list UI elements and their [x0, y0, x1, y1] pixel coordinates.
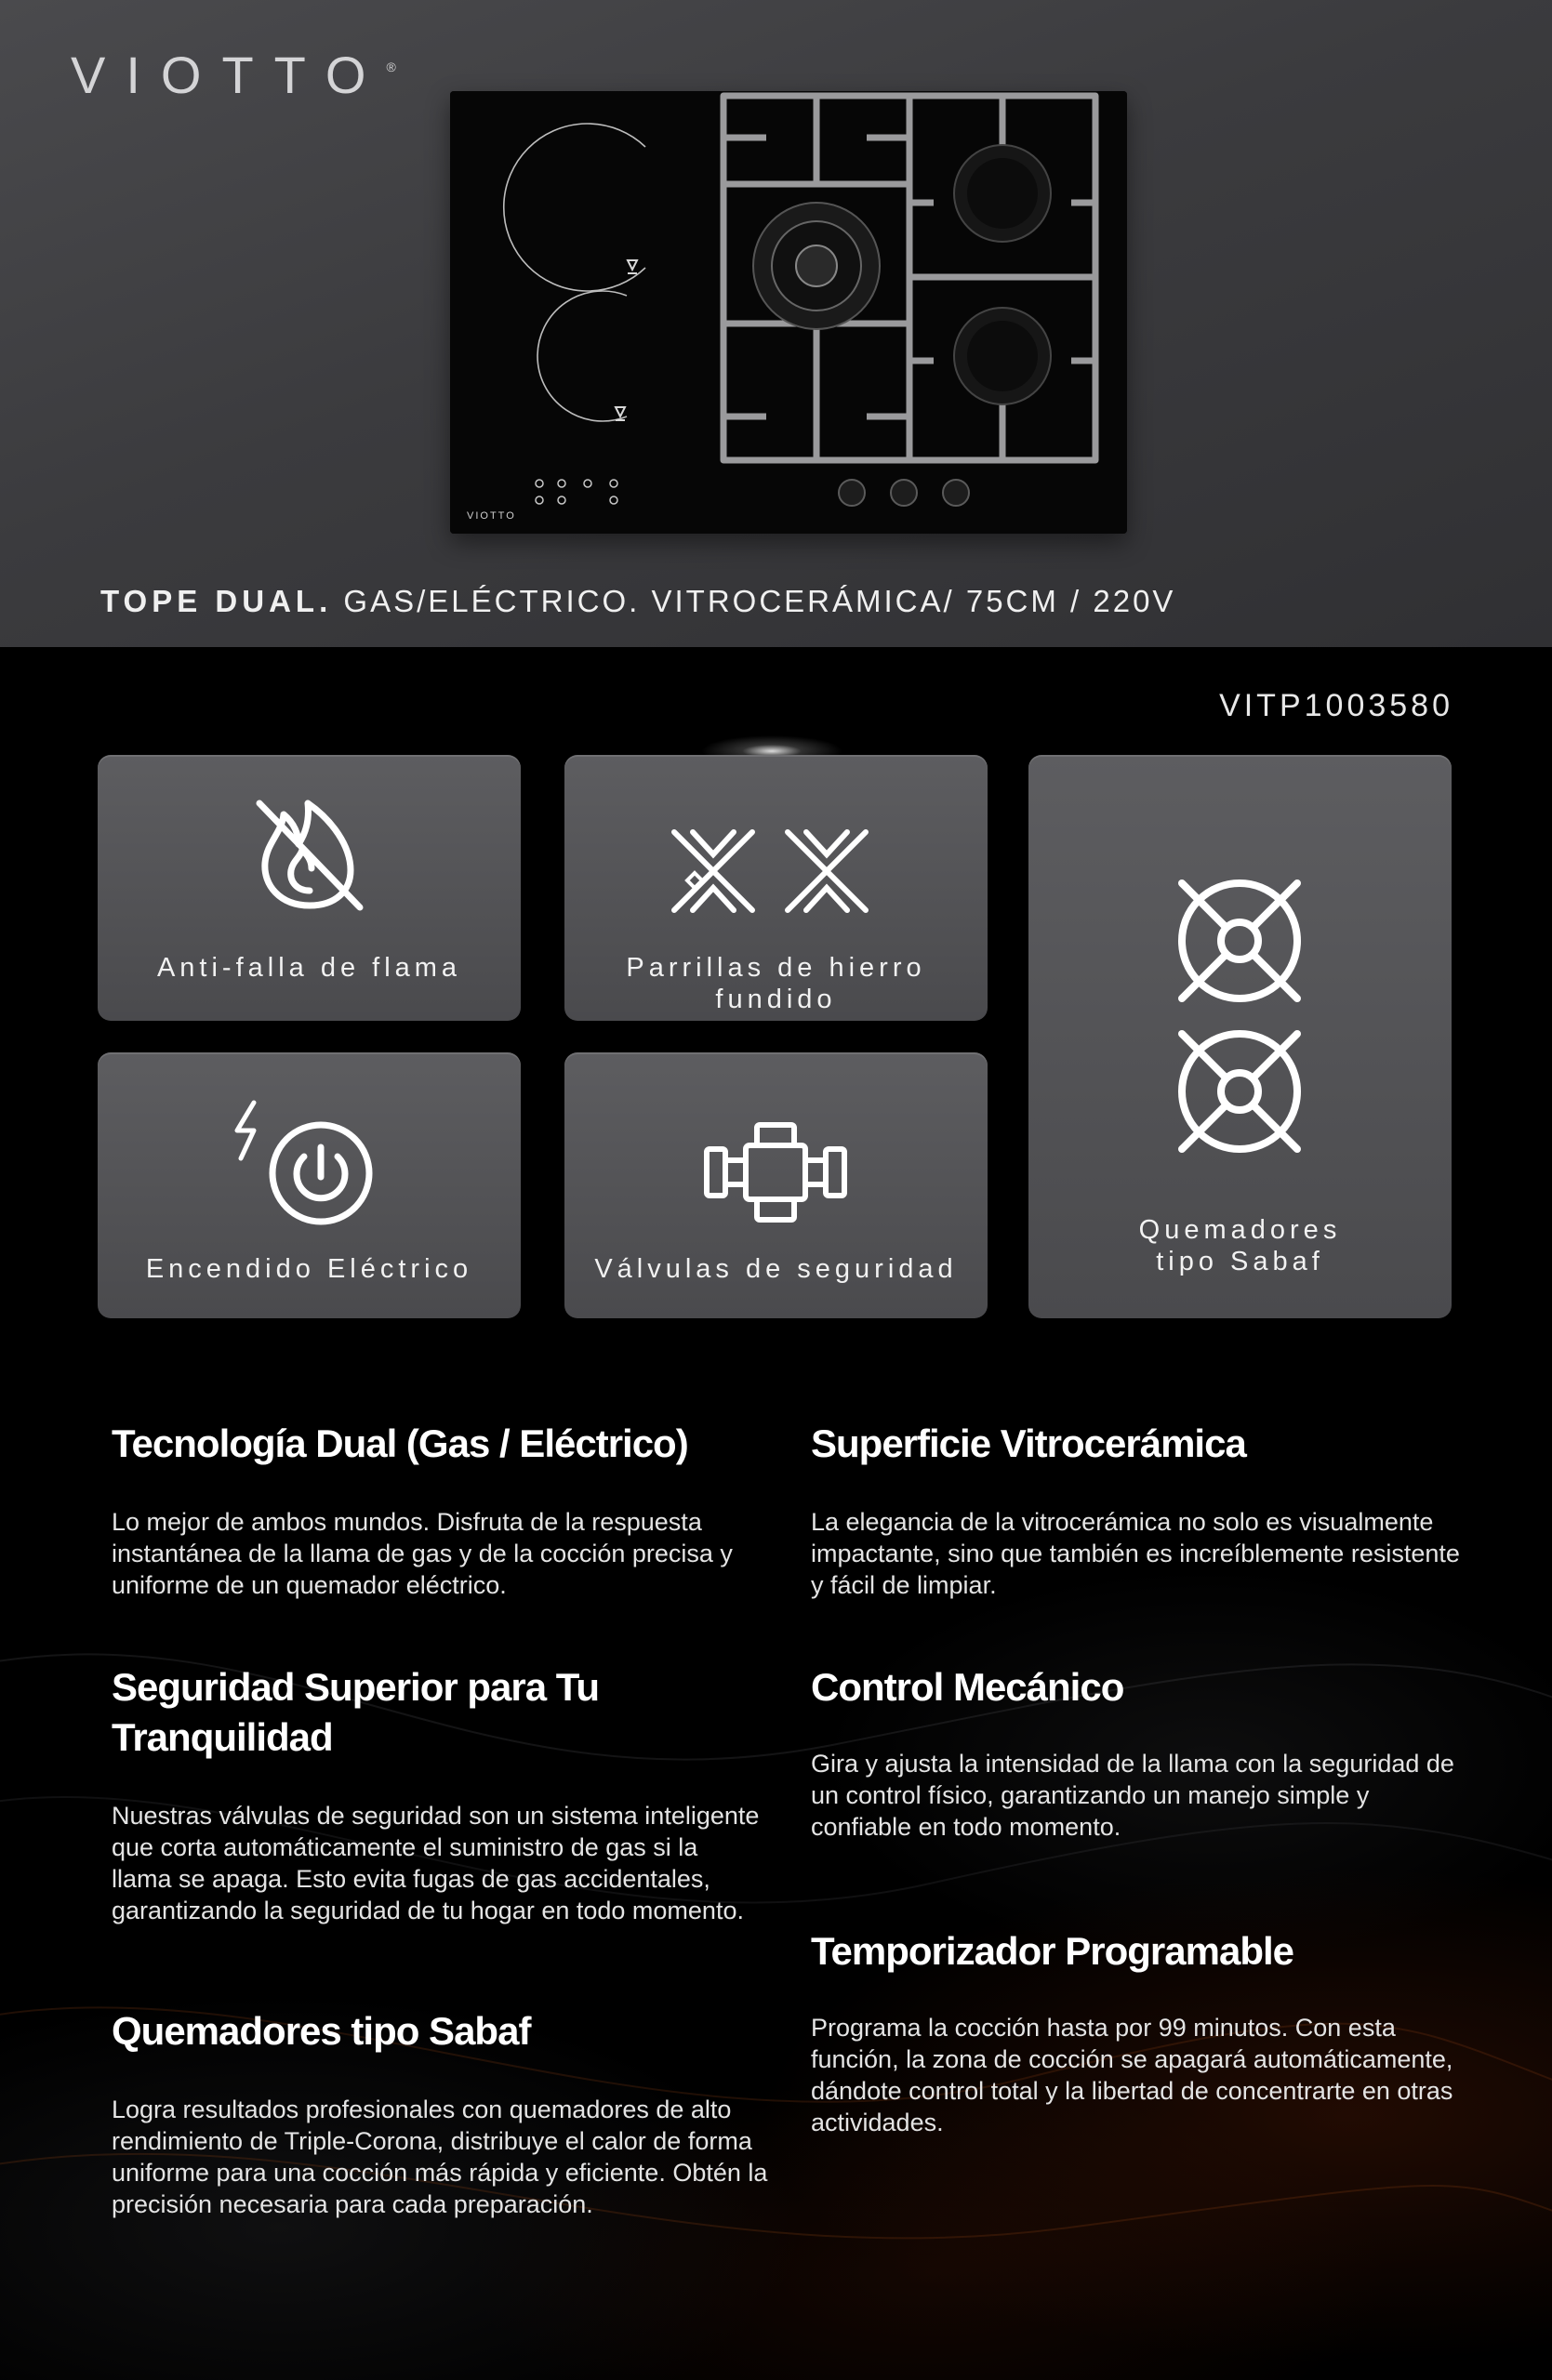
- feature-title-mechanical-control: Control Mecánico: [811, 1665, 1124, 1709]
- feature-title-vitroceramic: Superficie Vitrocerámica: [811, 1421, 1246, 1465]
- power-icon: [228, 1099, 386, 1229]
- feature-text-vitroceramic: La elegancia de la vitrocerámica no solo es visualmente impactante, sino que también es increíblemente resistente y fácil de limpiar.: [811, 1508, 1460, 1599]
- feature-card-electric-ignition: [98, 1052, 521, 1318]
- brand-name: VIOTTO: [71, 46, 387, 104]
- feature-text-timer: Programa la cocción hasta por 99 minutos. Con esta función, la zona de cocción se apagará automáticamente, dándote control total y la libertad de concentrarte en otras actividades.: [811, 2014, 1453, 2136]
- feature-card-flame-failure: [98, 755, 521, 1021]
- product-sku: VITP1003580: [1219, 688, 1453, 723]
- feature-title-sabaf: Quemadores tipo Sabaf: [112, 2009, 531, 2053]
- feature-title-timer: Temporizador Programable: [811, 1929, 1294, 1973]
- product-title-bold: TOPE DUAL.: [100, 584, 333, 618]
- cooktop-product-image: [450, 91, 1127, 534]
- product-title: [100, 584, 1175, 619]
- feature-card-safety-valves: [564, 1052, 988, 1318]
- feature-card-label: Quemadores tipo Sabaf: [1138, 1215, 1342, 1276]
- product-title-specs: GAS/ELÉCTRICO. VITROCERÁMICA/ 75CM / 220V: [343, 584, 1176, 618]
- feature-title-safety: Seguridad Superior para Tu Tranquilidad: [112, 1665, 599, 1759]
- grate-icon: [667, 825, 885, 918]
- burner-icon: [1173, 1025, 1307, 1159]
- burner-icon: [1173, 874, 1307, 1009]
- feature-text-safety: Nuestras válvulas de seguridad son un sistema inteligente que corta automáticamente el suministro de gas si la llama se apaga. Esto evita fugas de gas accidentales, garantizando la seguridad de tu hogar en todo momento.: [112, 1802, 760, 1924]
- feature-title-dual-technology: Tecnología Dual (Gas / Eléctrico): [112, 1421, 688, 1465]
- feature-text-dual-technology: Lo mejor de ambos mundos. Disfruta de la respuesta instantánea de la llama de gas y de la cocción precisa y uniforme de un quemador eléctrico.: [112, 1508, 733, 1599]
- feature-card-label: Encendido Eléctrico: [145, 1254, 473, 1284]
- hero-banner: [0, 0, 1552, 647]
- feature-card-sabaf-burners: [1028, 755, 1452, 1318]
- feature-card-label: Válvulas de seguridad: [594, 1254, 958, 1284]
- knob-icon: [839, 480, 969, 506]
- feature-text-mechanical-control: Gira y ajusta la intensidad de la llama con la seguridad de un control físico, garantizando un manejo simple y confiable en todo momento.: [811, 1750, 1454, 1841]
- flame-off-icon: [246, 792, 372, 918]
- valve-icon: [701, 1117, 850, 1227]
- feature-card-label: Anti-falla de flama: [156, 953, 462, 983]
- registered-mark: ®: [386, 60, 396, 74]
- features-section: [0, 647, 1552, 2380]
- feature-text-sabaf: Logra resultados profesionales con quemadores de alto rendimiento de Triple-Corona, distribuye el calor de forma uniforme para una cocción más rápida y eficiente. Obtén la precisión necesaria para cada preparación.: [112, 2096, 768, 2218]
- feature-card-cast-iron-grates: [564, 755, 988, 1021]
- cooktop-brand-label: VIOTTO: [467, 510, 516, 522]
- brand-logo[interactable]: [71, 45, 396, 105]
- feature-card-label: Parrillas de hierro fundido: [626, 953, 926, 1014]
